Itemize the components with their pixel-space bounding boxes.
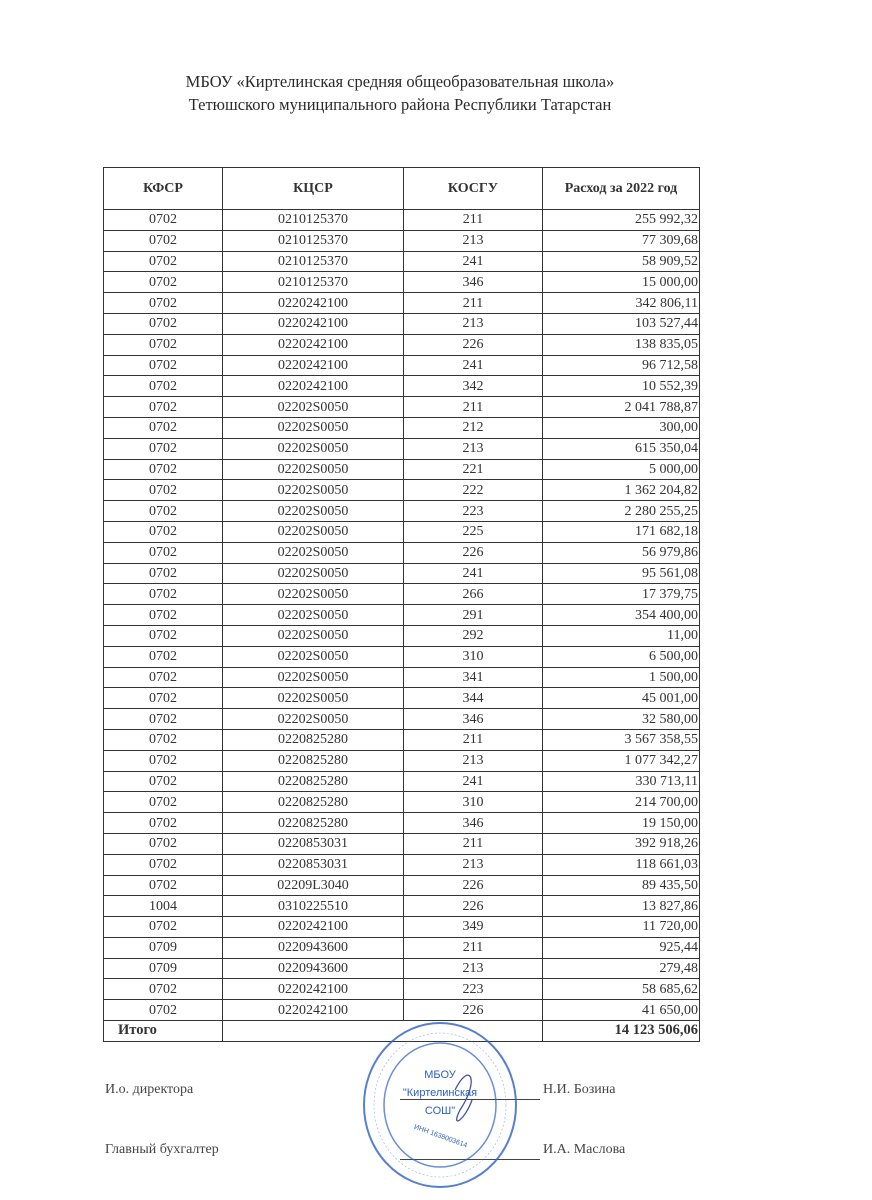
total-value: 14 123 506,06 <box>543 1021 700 1042</box>
kosgu-cell: 310 <box>404 646 543 667</box>
expense-cell: 15 000,00 <box>543 272 700 293</box>
kcsr-cell: 0210125370 <box>223 210 404 231</box>
kfsr-cell: 0702 <box>104 480 223 501</box>
kfsr-cell: 0702 <box>104 417 223 438</box>
expense-cell: 32 580,00 <box>543 709 700 730</box>
expense-cell: 2 041 788,87 <box>543 397 700 418</box>
kcsr-cell: 02202S0050 <box>223 417 404 438</box>
kosgu-cell: 341 <box>404 667 543 688</box>
kcsr-cell: 0220825280 <box>223 750 404 771</box>
kfsr-cell: 0702 <box>104 813 223 834</box>
table-row <box>104 501 700 522</box>
accountant-name: И.А. Маслова <box>543 1142 626 1157</box>
kcsr-cell: 02202S0050 <box>223 480 404 501</box>
expense-cell: 925,44 <box>543 937 700 958</box>
table-row <box>104 521 700 542</box>
expense-cell: 171 682,18 <box>543 521 700 542</box>
kcsr-cell: 02202S0050 <box>223 542 404 563</box>
expense-cell: 89 435,50 <box>543 875 700 896</box>
kcsr-cell: 0220853031 <box>223 833 404 854</box>
director-name: Н.И. Бозина <box>543 1082 616 1097</box>
kfsr-cell: 0702 <box>104 667 223 688</box>
kfsr-cell: 0702 <box>104 584 223 605</box>
kcsr-cell: 02202S0050 <box>223 501 404 522</box>
expense-cell: 354 400,00 <box>543 605 700 626</box>
director-title: И.о. директора <box>105 1082 194 1097</box>
kosgu-cell: 211 <box>404 833 543 854</box>
kcsr-cell: 02202S0050 <box>223 397 404 418</box>
kosgu-cell: 310 <box>404 792 543 813</box>
kcsr-cell: 0220242100 <box>223 293 404 314</box>
table-row <box>104 563 700 584</box>
kosgu-cell: 292 <box>404 625 543 646</box>
expense-cell: 11 720,00 <box>543 917 700 938</box>
kfsr-cell: 0702 <box>104 501 223 522</box>
kfsr-cell: 0702 <box>104 625 223 646</box>
total-label: Итого <box>104 1021 223 1042</box>
table-row <box>104 251 700 272</box>
kosgu-cell: 213 <box>404 854 543 875</box>
table-row <box>104 417 700 438</box>
kosgu-cell: 241 <box>404 771 543 792</box>
kcsr-cell: 02202S0050 <box>223 459 404 480</box>
table-row <box>104 813 700 834</box>
expense-cell: 330 713,11 <box>543 771 700 792</box>
kfsr-cell: 0702 <box>104 979 223 1000</box>
svg-text:СОШ": СОШ" <box>424 1105 456 1117</box>
expense-cell: 56 979,86 <box>543 542 700 563</box>
kosgu-cell: 213 <box>404 438 543 459</box>
table-row <box>104 646 700 667</box>
kosgu-cell: 241 <box>404 355 543 376</box>
expense-cell: 615 350,04 <box>543 438 700 459</box>
table-row <box>104 313 700 334</box>
kfsr-cell: 1004 <box>104 896 223 917</box>
kcsr-cell: 02202S0050 <box>223 625 404 646</box>
column-header-kosgu: КОСГУ <box>404 168 543 210</box>
table-row <box>104 875 700 896</box>
kosgu-cell: 221 <box>404 459 543 480</box>
expense-cell: 3 567 358,55 <box>543 729 700 750</box>
expense-cell: 11,00 <box>543 625 700 646</box>
expense-cell: 19 150,00 <box>543 813 700 834</box>
table-row <box>104 210 700 231</box>
kcsr-cell: 0210125370 <box>223 230 404 251</box>
kcsr-cell: 0220242100 <box>223 355 404 376</box>
table-row <box>104 854 700 875</box>
org-title-line1: МБОУ «Киртелинская средняя общеобразовательная школа» <box>185 72 615 91</box>
kosgu-cell: 223 <box>404 979 543 1000</box>
kcsr-cell: 0220242100 <box>223 313 404 334</box>
table-row <box>104 584 700 605</box>
table-row <box>104 625 700 646</box>
kcsr-cell: 0220825280 <box>223 813 404 834</box>
table-row <box>104 917 700 938</box>
kcsr-cell: 02209L3040 <box>223 875 404 896</box>
kosgu-cell: 226 <box>404 896 543 917</box>
kosgu-cell: 225 <box>404 521 543 542</box>
kosgu-cell: 291 <box>404 605 543 626</box>
kfsr-cell: 0702 <box>104 376 223 397</box>
expense-cell: 17 379,75 <box>543 584 700 605</box>
kcsr-cell: 0210125370 <box>223 251 404 272</box>
expense-cell: 138 835,05 <box>543 334 700 355</box>
kcsr-cell: 02202S0050 <box>223 584 404 605</box>
table-row <box>104 230 700 251</box>
expense-cell: 10 552,39 <box>543 376 700 397</box>
kfsr-cell: 0702 <box>104 1000 223 1021</box>
kfsr-cell: 0709 <box>104 958 223 979</box>
table-row <box>104 833 700 854</box>
expense-cell: 255 992,32 <box>543 210 700 231</box>
kfsr-cell: 0702 <box>104 230 223 251</box>
expense-cell: 41 650,00 <box>543 1000 700 1021</box>
expense-cell: 13 827,86 <box>543 896 700 917</box>
kfsr-cell: 0702 <box>104 313 223 334</box>
kosgu-cell: 266 <box>404 584 543 605</box>
kfsr-cell: 0702 <box>104 646 223 667</box>
kfsr-cell: 0702 <box>104 875 223 896</box>
kosgu-cell: 223 <box>404 501 543 522</box>
kosgu-cell: 213 <box>404 958 543 979</box>
kfsr-cell: 0702 <box>104 521 223 542</box>
kcsr-cell: 0310225510 <box>223 896 404 917</box>
kosgu-cell: 241 <box>404 563 543 584</box>
kfsr-cell: 0702 <box>104 688 223 709</box>
kosgu-cell: 211 <box>404 397 543 418</box>
kcsr-cell: 02202S0050 <box>223 709 404 730</box>
kcsr-cell: 02202S0050 <box>223 605 404 626</box>
kosgu-cell: 213 <box>404 313 543 334</box>
table-row <box>104 376 700 397</box>
expense-cell: 103 527,44 <box>543 313 700 334</box>
kosgu-cell: 222 <box>404 480 543 501</box>
svg-text:ИНН 1638003614: ИНН 1638003614 <box>412 1123 469 1150</box>
kfsr-cell: 0702 <box>104 334 223 355</box>
kfsr-cell: 0702 <box>104 729 223 750</box>
kfsr-cell: 0702 <box>104 459 223 480</box>
kfsr-cell: 0702 <box>104 293 223 314</box>
expense-cell: 6 500,00 <box>543 646 700 667</box>
column-header-expense: Расход за 2022 год <box>543 168 700 210</box>
table-row <box>104 729 700 750</box>
column-header-kcsr: КЦСР <box>223 168 404 210</box>
kcsr-cell: 02202S0050 <box>223 563 404 584</box>
table-row <box>104 667 700 688</box>
kosgu-cell: 226 <box>404 542 543 563</box>
kcsr-cell: 0220825280 <box>223 729 404 750</box>
org-title-line2: Тетюшского муниципального района Республики Татарстан <box>188 95 612 114</box>
table-header-row <box>104 168 700 210</box>
table-row <box>104 272 700 293</box>
kcsr-cell: 0220242100 <box>223 917 404 938</box>
table-row <box>104 896 700 917</box>
kcsr-cell: 0210125370 <box>223 272 404 293</box>
expense-cell: 1 500,00 <box>543 667 700 688</box>
svg-text:МБОУ: МБОУ <box>424 1069 456 1081</box>
kfsr-cell: 0702 <box>104 792 223 813</box>
kosgu-cell: 346 <box>404 272 543 293</box>
kosgu-cell: 349 <box>404 917 543 938</box>
kfsr-cell: 0702 <box>104 210 223 231</box>
table-row <box>104 355 700 376</box>
kcsr-cell: 02202S0050 <box>223 521 404 542</box>
expense-cell: 58 909,52 <box>543 251 700 272</box>
table-row <box>104 438 700 459</box>
kfsr-cell: 0702 <box>104 355 223 376</box>
column-header-kfsr: КФСР <box>104 168 223 210</box>
expense-cell: 300,00 <box>543 417 700 438</box>
kcsr-cell: 02202S0050 <box>223 667 404 688</box>
kcsr-cell: 02202S0050 <box>223 646 404 667</box>
kcsr-cell: 0220242100 <box>223 979 404 1000</box>
kcsr-cell: 0220242100 <box>223 1000 404 1021</box>
kcsr-cell: 0220242100 <box>223 334 404 355</box>
expense-table <box>103 167 700 1042</box>
expense-cell: 77 309,68 <box>543 230 700 251</box>
table-row <box>104 397 700 418</box>
table-row <box>104 709 700 730</box>
kosgu-cell: 213 <box>404 750 543 771</box>
kfsr-cell: 0702 <box>104 854 223 875</box>
kcsr-cell: 0220242100 <box>223 376 404 397</box>
kosgu-cell: 226 <box>404 1000 543 1021</box>
kosgu-cell: 241 <box>404 251 543 272</box>
official-stamp <box>360 1020 520 1190</box>
table-row <box>104 293 700 314</box>
kosgu-cell: 213 <box>404 230 543 251</box>
table-row <box>104 750 700 771</box>
kfsr-cell: 0702 <box>104 438 223 459</box>
kosgu-cell: 342 <box>404 376 543 397</box>
kosgu-cell: 211 <box>404 293 543 314</box>
kosgu-cell: 226 <box>404 875 543 896</box>
table-row <box>104 958 700 979</box>
kosgu-cell: 211 <box>404 210 543 231</box>
expense-cell: 1 077 342,27 <box>543 750 700 771</box>
expense-cell: 118 661,03 <box>543 854 700 875</box>
expense-cell: 96 712,58 <box>543 355 700 376</box>
kosgu-cell: 226 <box>404 334 543 355</box>
expense-cell: 2 280 255,25 <box>543 501 700 522</box>
kfsr-cell: 0702 <box>104 563 223 584</box>
kosgu-cell: 346 <box>404 813 543 834</box>
expense-cell: 58 685,62 <box>543 979 700 1000</box>
kosgu-cell: 211 <box>404 729 543 750</box>
kcsr-cell: 0220943600 <box>223 937 404 958</box>
table-row <box>104 480 700 501</box>
table-row <box>104 459 700 480</box>
expense-cell: 1 362 204,82 <box>543 480 700 501</box>
kfsr-cell: 0702 <box>104 272 223 293</box>
kcsr-cell: 0220825280 <box>223 771 404 792</box>
table-row <box>104 334 700 355</box>
expense-cell: 392 918,26 <box>543 833 700 854</box>
kfsr-cell: 0702 <box>104 750 223 771</box>
kfsr-cell: 0702 <box>104 771 223 792</box>
table-row <box>104 979 700 1000</box>
kcsr-cell: 0220825280 <box>223 792 404 813</box>
svg-text:"Киртелинская: "Киртелинская <box>402 1087 478 1099</box>
table-row <box>104 792 700 813</box>
kfsr-cell: 0702 <box>104 709 223 730</box>
expense-cell: 45 001,00 <box>543 688 700 709</box>
table-row <box>104 771 700 792</box>
expense-cell: 214 700,00 <box>543 792 700 813</box>
expense-cell: 342 806,11 <box>543 293 700 314</box>
kcsr-cell: 0220853031 <box>223 854 404 875</box>
kfsr-cell: 0702 <box>104 542 223 563</box>
kosgu-cell: 212 <box>404 417 543 438</box>
kcsr-cell: 02202S0050 <box>223 688 404 709</box>
table-row <box>104 1000 700 1021</box>
table-row <box>104 937 700 958</box>
kfsr-cell: 0702 <box>104 251 223 272</box>
kcsr-cell: 0220943600 <box>223 958 404 979</box>
accountant-title: Главный бухгалтер <box>105 1142 219 1157</box>
kosgu-cell: 211 <box>404 937 543 958</box>
kfsr-cell: 0709 <box>104 937 223 958</box>
kfsr-cell: 0702 <box>104 397 223 418</box>
kcsr-cell: 02202S0050 <box>223 438 404 459</box>
expense-cell: 95 561,08 <box>543 563 700 584</box>
kosgu-cell: 346 <box>404 709 543 730</box>
kfsr-cell: 0702 <box>104 917 223 938</box>
table-row <box>104 688 700 709</box>
kfsr-cell: 0702 <box>104 833 223 854</box>
table-row <box>104 605 700 626</box>
expense-cell: 279,48 <box>543 958 700 979</box>
kfsr-cell: 0702 <box>104 605 223 626</box>
kosgu-cell: 344 <box>404 688 543 709</box>
table-row <box>104 542 700 563</box>
expense-cell: 5 000,00 <box>543 459 700 480</box>
